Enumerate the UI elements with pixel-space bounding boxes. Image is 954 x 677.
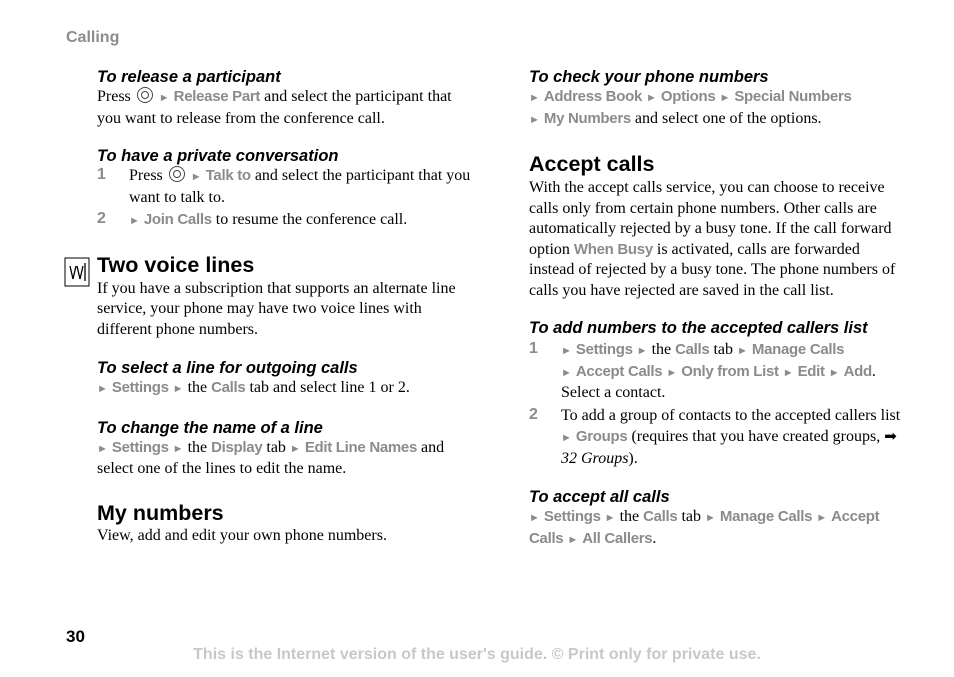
menu-options: Options [660, 88, 716, 105]
menu-arrow-icon: ► [529, 512, 540, 524]
add-step-2 [529, 406, 901, 470]
add-step-1: 1 ► Settings ► the Calls tab ► Manage Calls ► Accept Calls ► Only from List ► Edit ► Add. Select a contact. [529, 340, 876, 401]
menu-arrow-icon: ► [705, 512, 716, 524]
menu-all-callers: All Callers [582, 529, 653, 547]
tab-word: tab [681, 508, 702, 525]
menu-groups: Groups [575, 428, 628, 445]
menu-edit-line-names: Edit Line Names [304, 438, 418, 456]
menu-edit: Edit [797, 362, 825, 380]
private-conversation-heading: To have a private conversation [97, 147, 339, 165]
menu-arrow-icon: ► [190, 171, 202, 183]
change-name-rest: and select one of the lines to edit the name. [97, 438, 445, 477]
menu-add: Add [843, 362, 872, 380]
menu-arrow-icon: ► [289, 442, 301, 455]
release-participant-text [97, 87, 477, 129]
menu-arrow-icon: ► [561, 432, 572, 444]
accept-calls-body [529, 178, 901, 301]
two-voice-lines-heading: Two voice lines [97, 252, 255, 277]
check-rest: and select one of the options. [634, 109, 822, 127]
menu-arrow-icon: ► [172, 383, 184, 395]
step-number: 1 [97, 166, 106, 183]
menu-arrow-icon: ► [97, 383, 108, 395]
see-also-arrow-icon: ➡ [884, 427, 897, 445]
period: . [652, 529, 657, 547]
the-word: the [187, 379, 208, 396]
menu-arrow-icon: ► [645, 92, 657, 104]
change-name-heading: To change the name of a line [97, 418, 323, 437]
private-step-1 [97, 166, 477, 208]
menu-accept-calls: Accept Calls [529, 508, 880, 547]
select-line-path [97, 378, 477, 400]
menu-talk-to: Talk to [205, 167, 251, 184]
menu-arrow-icon: ► [172, 442, 184, 455]
menu-settings: Settings [111, 379, 169, 396]
step2-text: To add a group of contacts to the accepted callers list [561, 406, 901, 424]
menu-calls: Calls [211, 379, 246, 396]
step-number: 2 [529, 405, 538, 423]
my-numbers-body: View, add and edit your own phone numbers. [97, 526, 387, 544]
menu-arrow-icon: ► [567, 533, 579, 546]
the-word: the [619, 508, 640, 525]
select-line-rest: tab and select line 1 or 2. [249, 379, 410, 396]
footer-notice: This is the Internet version of the user's guide. © Print only for private use. [193, 646, 761, 663]
menu-arrow-icon: ► [828, 366, 840, 379]
menu-arrow-icon: ► [97, 442, 108, 455]
navigation-key-icon [137, 87, 153, 103]
step2-close: ). [628, 449, 638, 467]
add-numbers-heading: To add numbers to the accepted callers list [529, 319, 868, 337]
menu-display: Display [211, 438, 263, 456]
menu-settings: Settings [575, 341, 633, 358]
menu-manage-calls: Manage Calls [719, 508, 813, 525]
accept-all-path [529, 507, 901, 550]
step2-rest: to resume the conference call. [215, 211, 408, 228]
menu-address-book: Address Book [543, 88, 642, 105]
menu-arrow-icon: ► [782, 366, 794, 379]
accept-body-after: is activated, calls are forwarded instead of rejected by a busy tone. The phone numbers of calls you have rejected are saved in the call list. [529, 240, 896, 299]
menu-when-busy: When Busy [573, 240, 653, 258]
menu-arrow-icon: ► [129, 215, 140, 227]
menu-settings: Settings [543, 508, 601, 525]
menu-arrow-icon: ► [719, 92, 731, 104]
running-head: Calling [66, 29, 120, 46]
menu-calls: Calls [675, 341, 710, 358]
private-step-2 [97, 210, 477, 232]
two-voice-lines-body: If you have a subscription that supports an alternate line service, your phone may have two voice lines with different phone numbers. [97, 279, 456, 338]
accept-all-heading: To accept all calls [529, 488, 670, 506]
page-number: 30 [66, 627, 85, 646]
menu-arrow-icon: ► [561, 366, 572, 379]
the-word: the [651, 341, 672, 358]
check-numbers-heading: To check your phone numbers [529, 68, 769, 86]
two-lines-section-icon [64, 257, 90, 287]
menu-arrow-icon: ► [636, 345, 648, 357]
right-column [529, 68, 901, 550]
step-number: 2 [97, 210, 106, 227]
step2-rest: (requires that you have created groups, [631, 428, 881, 445]
menu-manage-calls: Manage Calls [751, 341, 845, 358]
menu-calls: Calls [643, 508, 678, 525]
press-word: Press [129, 167, 163, 184]
check-numbers-path [529, 87, 901, 130]
the-word: the [187, 438, 208, 456]
menu-release-part: Release Part [173, 88, 261, 105]
groups-reference[interactable]: 32 Groups [561, 449, 629, 467]
menu-arrow-icon: ► [158, 92, 170, 104]
menu-arrow-icon: ► [604, 512, 616, 524]
menu-arrow-icon: ► [529, 113, 540, 126]
menu-only-from-list: Only from List [681, 362, 779, 380]
step-number: 1 [529, 340, 538, 357]
tab-word: tab [713, 341, 734, 358]
navigation-key-icon [169, 166, 185, 182]
menu-special-numbers: Special Numbers [734, 88, 852, 105]
menu-arrow-icon: ► [529, 92, 540, 104]
my-numbers-heading: My numbers [97, 500, 224, 525]
left-column [97, 68, 477, 546]
accept-calls-heading: Accept calls [529, 152, 655, 176]
release-participant-heading: To release a participant [97, 68, 281, 86]
menu-arrow-icon: ► [816, 512, 828, 524]
press-word: Press [97, 88, 131, 105]
menu-arrow-icon: ► [666, 366, 678, 379]
step1-rest: and select the participant that you want to talk to. [129, 167, 471, 206]
menu-join-calls: Join Calls [143, 211, 212, 228]
menu-my-numbers: My Numbers [543, 109, 631, 127]
release-rest: and select the participant that you want to release from the conference call. [97, 88, 452, 127]
select-contact-text: Select a contact. [561, 384, 666, 401]
select-line-heading: To select a line for outgoing calls [97, 359, 358, 377]
menu-accept-calls: Accept Calls [575, 362, 663, 380]
tab-word: tab [266, 438, 286, 456]
menu-settings: Settings [111, 438, 169, 456]
menu-arrow-icon: ► [737, 345, 748, 357]
accept-body-before: With the accept calls service, you can choose to receive calls only from certain phone numbers. Other calls are automatically rejected by a busy tone. If the call forward option [529, 179, 892, 258]
change-name-path [97, 438, 477, 480]
menu-arrow-icon: ► [561, 345, 572, 357]
